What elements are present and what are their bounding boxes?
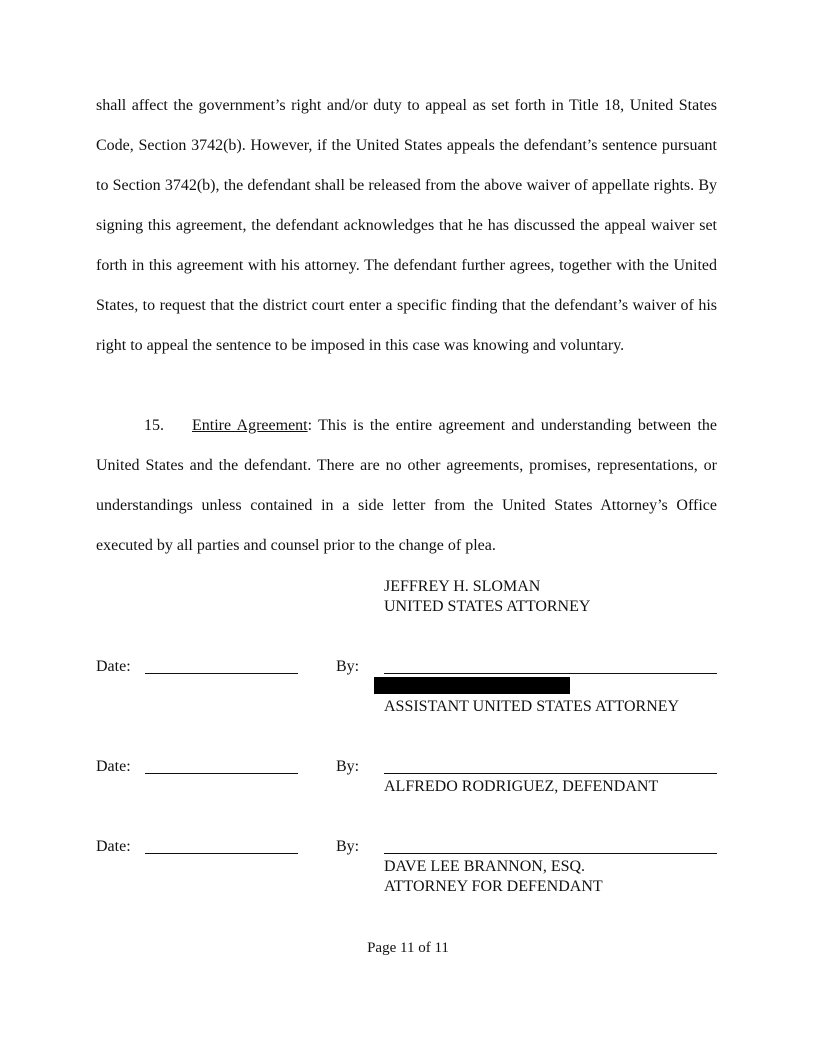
us-attorney-name: JEFFREY H. SLOMAN — [384, 578, 541, 595]
signature-line — [384, 853, 717, 854]
by-label: By: — [336, 658, 360, 675]
paragraph-number: 15. — [144, 417, 164, 434]
date-blank-line — [145, 673, 298, 674]
signer-name: DAVE LEE BRANNON, ESQ. — [384, 858, 586, 875]
date-label: Date: — [96, 658, 131, 675]
redaction-bar — [374, 677, 570, 694]
signature-line — [384, 673, 717, 674]
by-label: By: — [336, 838, 360, 855]
paragraph-body: : This is the entire agreement and understanding between the United States and the defendant. There are no other agreements, promises, representations, or understandings unless contained in a side letter from the United States Attorney’s Office executed by all parties and counsel prior to the change of plea. — [96, 417, 718, 554]
date-blank-line — [145, 773, 298, 774]
body-paragraph-entire-agreement — [96, 406, 717, 566]
body-paragraph-appeal-waiver: shall affect the government’s right and/or duty to appeal as set forth in Title 18, United States Code, Section 3742(b). However, if the United States appeals the defendant’s sentence pursuant to Section 3742(b), the defendant shall be released from the above waiver of appellate rights. By signing this agreement, the defendant acknowledges that he has discussed the appeal waiver set forth in this agreement with his attorney. The defendant further agrees, together with the United States, to request that the district court enter a specific finding that the defendant’s waiver of his right to appeal the sentence to be imposed in this case was knowing and voluntary. — [96, 97, 717, 354]
signer-title: ATTORNEY FOR DEFENDANT — [384, 878, 603, 895]
date-label: Date: — [96, 758, 131, 775]
signer-title: ASSISTANT UNITED STATES ATTORNEY — [384, 698, 680, 715]
page-number: Page 11 of 11 — [367, 940, 449, 956]
date-label: Date: — [96, 838, 131, 855]
us-attorney-title: UNITED STATES ATTORNEY — [384, 598, 591, 615]
signer-name: ALFREDO RODRIGUEZ, DEFENDANT — [384, 778, 659, 795]
signature-line — [384, 773, 717, 774]
section-heading: Entire Agreement — [192, 417, 308, 434]
date-blank-line — [145, 853, 298, 854]
by-label: By: — [336, 758, 360, 775]
